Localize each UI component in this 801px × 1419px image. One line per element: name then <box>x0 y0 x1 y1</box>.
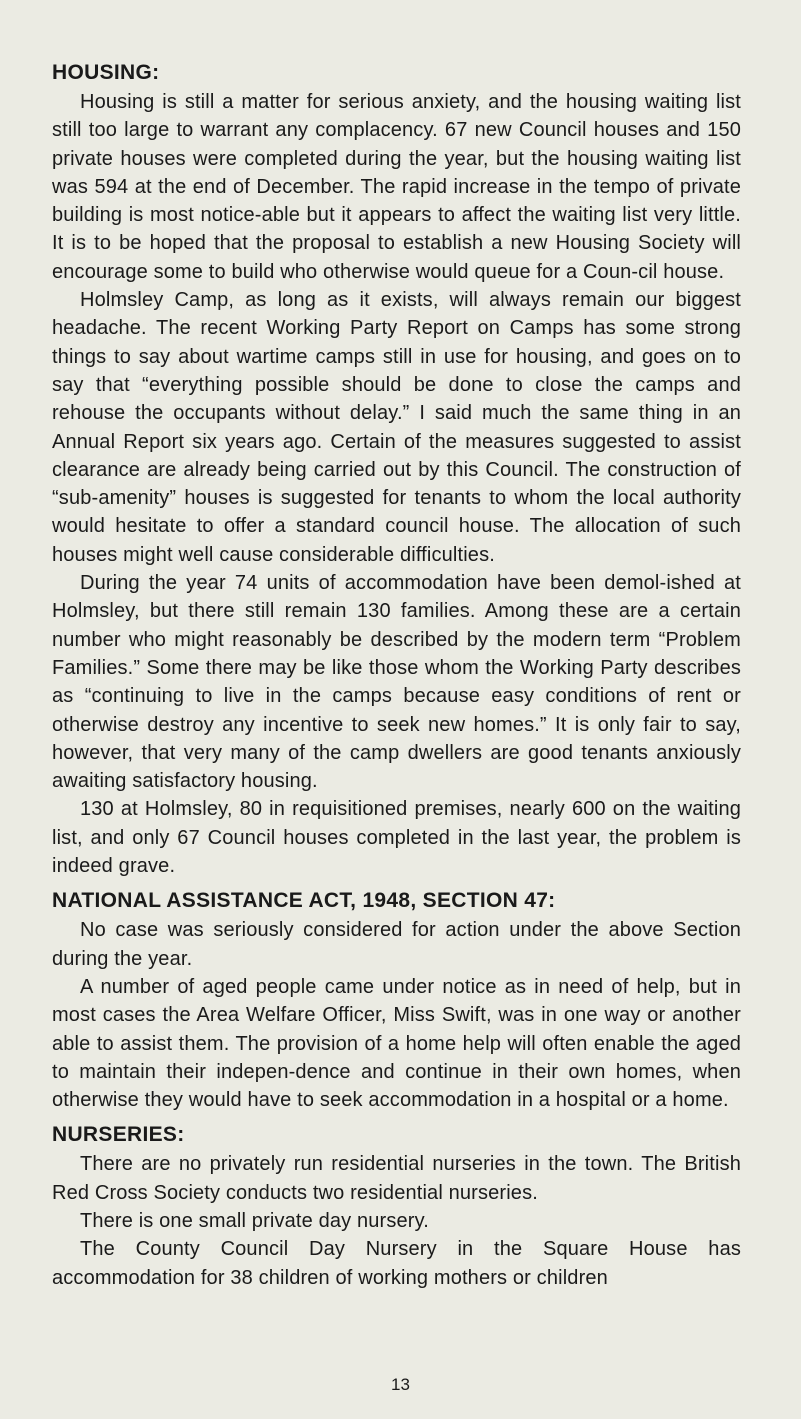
section-heading: NURSERIES: <box>52 1123 185 1147</box>
section-housing <box>52 58 741 880</box>
paragraph: Holmsley Camp, as long as it exists, will always remain our biggest headache. The recent Working Party Report on Camps has some strong things to say about wartime camps still in use for housing, and goes on to say that “everything possible should be done to close the camps and rehouse the occupants without delay.” I said much the same thing in an Annual Report six years ago. Certain of the measures suggested to assist clearance are already being carried out by this Council. The construction of “sub-amenity” houses is suggested for tenants to whom the local authority would hesitate to offer a standard council house. The allocation of such houses might well cause considerable difficulties. <box>52 289 741 566</box>
section-heading: NATIONAL ASSISTANCE ACT, 1948, SECTION 47: <box>52 889 556 913</box>
paragraph: There is one small private day nursery. <box>80 1209 429 1232</box>
paragraph: During the year 74 units of accommodation have been demol-ished at Holmsley, but there still remain 130 families. Among these are a certain number who might reasonably be described by the modern term “Problem Families.” Some there may be like those whom the Working Party describes as “continuing to live in the camps because easy conditions of rent or otherwise destroy any incentive to seek new homes.” It is only fair to say, however, that very many of the camp dwellers are good tenants anxiously awaiting satisfactory housing. <box>52 572 741 793</box>
paragraph: A number of aged people came under notice as in need of help, but in most cases the Area Welfare Officer, Miss Swift, was in one way or another able to assist them. The provision of a home help will often enable the aged to maintain their indepen-dence and continue in their own homes, when otherwise they would have to seek accommodation in a hospital or a home. <box>52 975 741 1112</box>
paragraph: The County Council Day Nursery in the Square House has accommodation for 38 children of working mothers or children <box>52 1238 741 1289</box>
paragraph: 130 at Holmsley, 80 in requisitioned premises, nearly 600 on the waiting list, and only 67 Council houses completed in the last year, the problem is indeed grave. <box>52 798 741 878</box>
paragraph: No case was seriously considered for action under the above Section during the year. <box>52 919 741 970</box>
page-number: 13 <box>391 1375 410 1394</box>
paragraph: There are no privately run residential nurseries in the town. The British Red Cross Society conducts two residential nurseries. <box>52 1153 741 1204</box>
section-national-assistance-act <box>52 886 741 1114</box>
section-heading: HOUSING: <box>52 61 160 84</box>
paragraph: Housing is still a matter for serious anxiety, and the housing waiting list still too large to warrant any complacency. 67 new Council houses and 150 private houses were completed during the year, but the housing waiting list was 594 at the end of December. The rapid increase in the tempo of private building is most notice-able but it appears to affect the waiting list very little. It is to be hoped that the proposal to establish a new Housing Society will encourage some to build who otherwise would queue for a Coun-cil house. <box>52 91 741 283</box>
section-nurseries <box>52 1120 741 1291</box>
